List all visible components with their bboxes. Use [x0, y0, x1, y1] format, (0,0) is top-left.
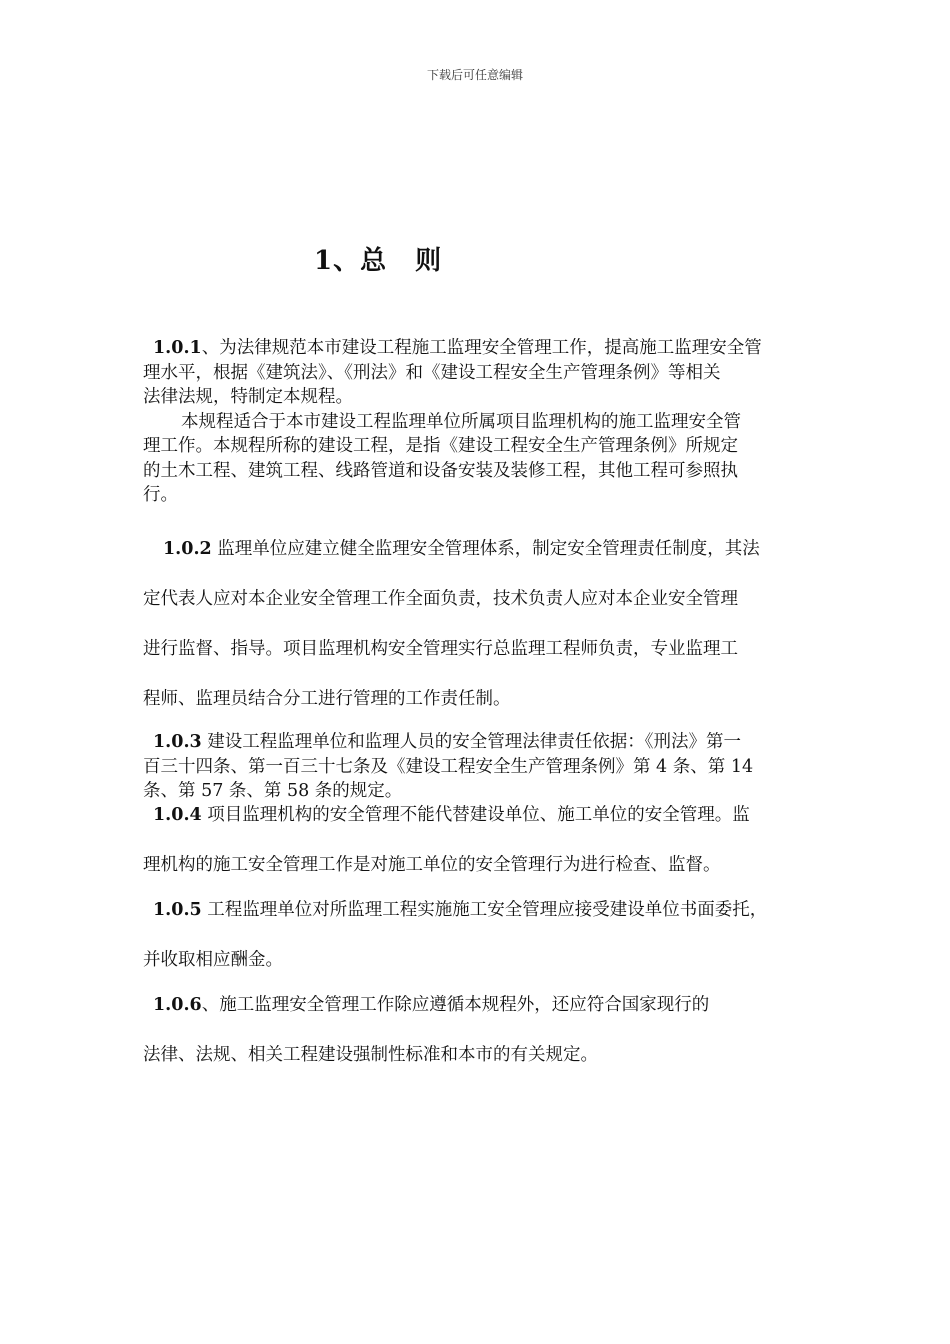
paragraph-line: 1.0.6、施工监理安全管理工作除应遵循本规程外，还应符合国家现行的 [153, 995, 710, 1015]
section-1-0-2 [143, 537, 808, 737]
chapter-title-char-2: 则 [415, 246, 443, 276]
paragraph-line: 程师、监理员结合分工进行管理的工作责任制。 [143, 689, 511, 709]
paragraph-line: 理机构的施工安全管理工作是对施工单位的安全管理行为进行检查、监督。 [143, 855, 721, 875]
paragraph-line: 定代表人应对本企业安全管理工作全面负责，技术负责人应对本企业安全管理 [143, 589, 738, 609]
section-1-0-5 [143, 898, 808, 998]
section-1-0-6 [143, 993, 808, 1093]
header-note: 下载后可任意编辑 [426, 68, 523, 82]
section-number: 1.0.5 [153, 900, 202, 920]
paragraph-line: 行。 [143, 485, 178, 505]
section-number: 1.0.3 [153, 732, 202, 752]
paragraph-line: 法律、法规、相关工程建设强制性标准和本市的有关规定。 [143, 1045, 598, 1065]
chapter-title-char-1: 总 [360, 246, 388, 276]
section-number: 1.0.6 [153, 995, 202, 1015]
chapter-title [314, 240, 442, 277]
paragraph-line: 并收取相应酬金。 [143, 950, 283, 970]
paragraph-line: 1.0.2 监理单位应建立健全监理安全管理体系，制定安全管理责任制度，其法 [163, 539, 760, 559]
paragraph-line: 条、第 57 条、第 58 条的规定。 [143, 781, 403, 801]
section-number: 1.0.2 [163, 539, 212, 559]
chapter-number: 1、 [314, 246, 361, 276]
paragraph-line: 理工作。本规程所称的建设工程，是指《建设工程安全生产管理条例》所规定 [143, 436, 738, 456]
paragraph-line: 1.0.3 建设工程监理单位和监理人员的安全管理法律责任依据：《刑法》第一 [153, 732, 742, 752]
section-1-0-3 [143, 730, 808, 804]
paragraph-line: 1.0.1、为法律规范本市建设工程施工监理安全管理工作，提高施工监理安全管 [153, 338, 762, 358]
paragraph-line: 百三十四条、第一百三十七条及《建设工程安全生产管理条例》第 4 条、第 14 [143, 756, 754, 777]
paragraph-line: 法律法规，特制定本规程。 [143, 387, 353, 407]
section-1-0-1 [143, 336, 808, 508]
paragraph-line: 的土木工程、建筑工程、线路管道和设备安装及装修工程，其他工程可参照执 [143, 460, 738, 481]
paragraph-line: 理水平，根据《建筑法》、《刑法》和《建设工程安全生产管理条例》等相关 [143, 362, 721, 383]
section-number: 1.0.1 [153, 338, 202, 358]
section-1-0-4 [143, 803, 808, 903]
paragraph-line: 本规程适合于本市建设工程监理单位所属项目监理机构的施工监理安全管 [181, 411, 741, 432]
section-number: 1.0.4 [153, 805, 202, 825]
paragraph-line: 进行监督、指导。项目监理机构安全管理实行总监理工程师负责，专业监理工 [143, 639, 738, 659]
paragraph-line: 1.0.5 工程监理单位对所监理工程实施施工安全管理应接受建设单位书面委托， [153, 900, 768, 920]
paragraph-line: 1.0.4 项目监理机构的安全管理不能代替建设单位、施工单位的安全管理。监 [153, 805, 750, 825]
